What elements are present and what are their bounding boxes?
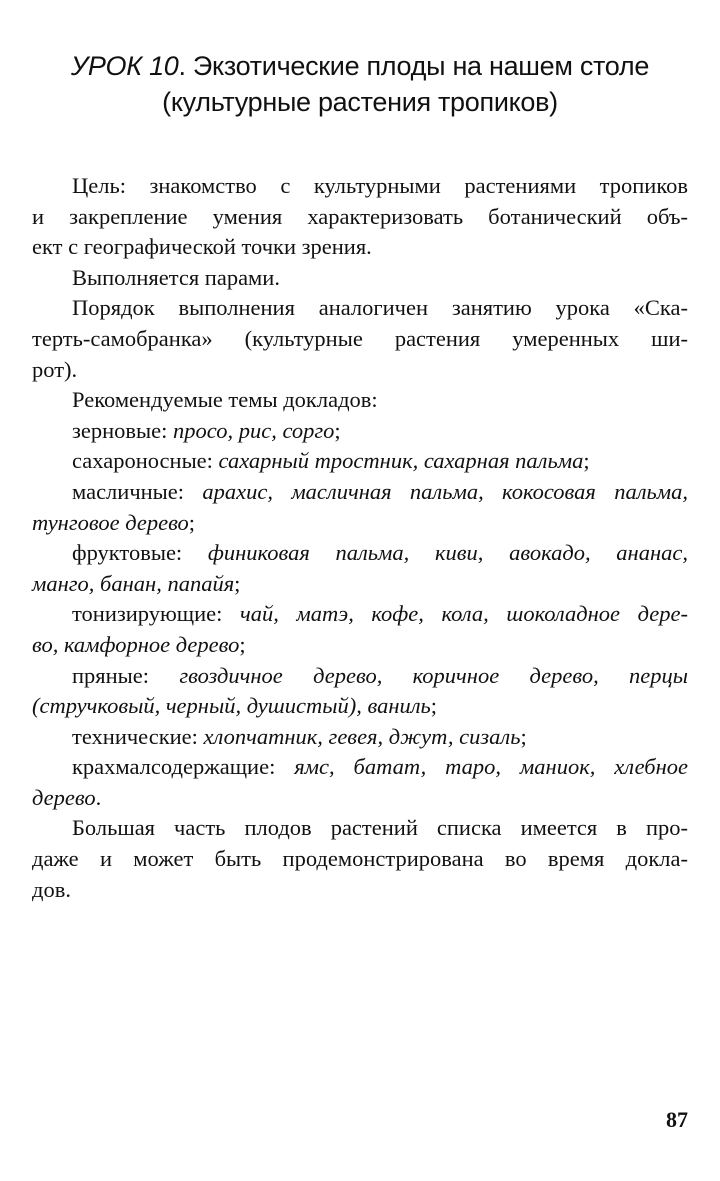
closing-line-1: Большая часть плодов растений списка имеется в про- [72, 815, 688, 841]
topic-end: ; [234, 570, 241, 596]
topic-items: гвоздичное дерево, коричное дерево, перцы [179, 662, 688, 688]
topic-fruit-line-2 [32, 569, 688, 600]
topic-label: пряные: [72, 662, 180, 688]
goal-line-3: ект с географической точки зрения. [32, 234, 372, 260]
topic-label: зерновые: [72, 417, 174, 443]
title-subtitle: (культурные растения тропиков) [162, 87, 558, 117]
topic-items: манго, банан, папайя [32, 570, 235, 596]
topic-items: во, камфорное дерево [32, 631, 240, 657]
topic-items: арахис, масличная пальма, кокосовая пальма, [202, 478, 688, 504]
topic-end: ; [334, 417, 341, 443]
topic-starch-line-2 [32, 783, 688, 814]
topic-tonic-line-1 [32, 599, 688, 630]
topic-end: ; [583, 448, 590, 474]
topic-label: сахароносные: [72, 448, 219, 474]
topic-items: просо, рис, сорго [173, 417, 335, 443]
topic-spice-line-1 [32, 661, 688, 692]
topic-tonic-line-2 [32, 630, 688, 661]
lesson-number: УРОК 10 [70, 51, 179, 81]
topic-starch-line-1 [32, 752, 688, 783]
topics-heading: Рекомендуемые темы докладов: [72, 387, 378, 413]
topic-label: крахмалсодержащие: [72, 754, 295, 780]
topic-label: фруктовые: [72, 540, 208, 566]
topic-end: ; [239, 631, 246, 657]
topic-end: ; [520, 723, 527, 749]
topic-items: дерево [32, 784, 96, 810]
lesson-body [32, 171, 688, 905]
topic-items: финиковая пальма, киви, авокадо, ананас, [207, 540, 688, 566]
order-line-1: Порядок выполнения аналогичен занятию урока «Ска- [72, 295, 688, 321]
topic-oil-line-1 [32, 477, 688, 508]
closing-line-2: даже и может быть продемонстрирована во время докла- [32, 846, 688, 872]
topic-label: технические: [72, 723, 204, 749]
title-text: . Экзотические плоды на нашем столе [178, 51, 650, 81]
topic-items: чай, матэ, кофе, кола, шоколадное дере- [239, 601, 688, 627]
topic-items: тунговое дерево [32, 509, 189, 535]
topic-end: . [95, 784, 102, 810]
topic-end: ; [430, 693, 438, 719]
topic-end: ; [188, 509, 196, 535]
order-line-2: терть-самобранка» (культурные растения умеренных ши- [32, 325, 688, 351]
page-number: 87 [666, 1107, 688, 1132]
goal-line-2: и закрепление умения характеризовать ботанический объ- [32, 203, 688, 229]
topic-items: хлопчатник, гевея, джут, сизаль [203, 723, 521, 749]
topic-technical [32, 722, 688, 753]
topic-sugar [32, 446, 688, 477]
topic-items: (стручковый, черный, душистый), ваниль [32, 693, 431, 719]
topic-items: ямс, батат, таро, маниок, хлебное [294, 754, 688, 780]
closing-line-3: дов. [32, 876, 71, 902]
topic-fruit-line-1 [32, 538, 688, 569]
lesson-title [30, 48, 690, 120]
topic-label: масличные: [72, 478, 203, 504]
goal-line-1: Цель: знакомство с культурными растениями тропиков [72, 173, 688, 198]
topic-grain [32, 416, 688, 447]
topic-spice-line-2 [32, 691, 688, 722]
topic-items: сахарный тростник, сахарная пальма [218, 448, 584, 474]
topic-label: тонизирующие: [72, 601, 240, 627]
order-line-3: рот). [32, 356, 78, 382]
title-line-1 [30, 48, 690, 84]
topic-oil-line-2 [32, 508, 688, 539]
work-mode: Выполняется парами. [72, 264, 280, 290]
